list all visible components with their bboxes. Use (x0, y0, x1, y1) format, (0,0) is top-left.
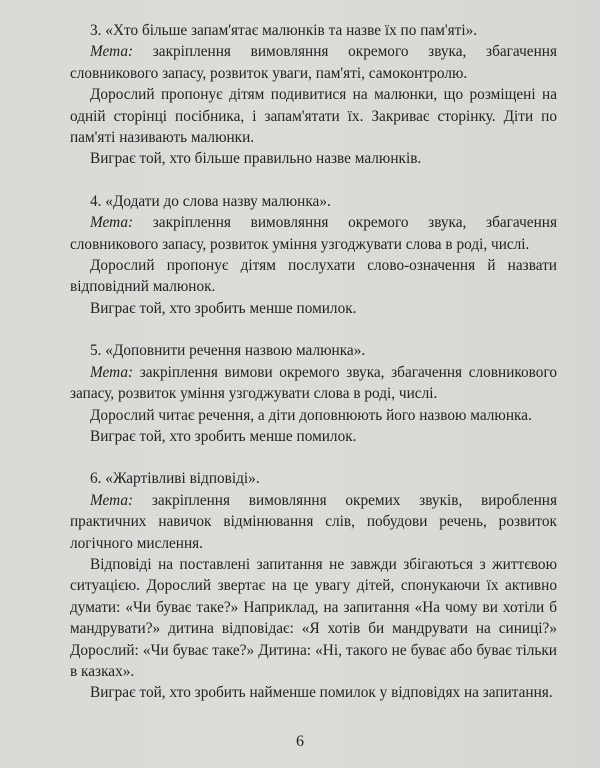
game-section-3 (70, 20, 557, 170)
goal-text: закріплення вимовляння окремого звука, збагачення словникового запасу, розвиток уміння узгоджувати слова в роді, числі. (70, 214, 557, 253)
goal-text: закріплення вимовляння окремих звуків, вироблення практичних навичок відмінювання слів, побудови речень, розвиток логічного мислення. (70, 491, 557, 552)
goal-paragraph (70, 212, 557, 255)
game-section-6 (70, 468, 557, 703)
goal-paragraph (70, 41, 557, 84)
goal-text: закріплення вимовляння окремого звука, збагачення словникового запасу, розвиток уваги, пам'яті, самоконтролю. (70, 43, 557, 82)
goal-label: Мета: (90, 491, 134, 509)
goal-paragraph (70, 490, 557, 554)
section-heading: 6. «Жартівливі відповіді». (90, 470, 260, 488)
game-section-4 (70, 191, 557, 319)
goal-label: Мета: (90, 214, 134, 232)
section-heading: 4. «Додати до слова назву малюнка». (90, 192, 331, 210)
page-text (70, 20, 557, 725)
goal-label: Мета: (90, 43, 134, 61)
paragraph: Виграє той, хто зробить менше помилок. (90, 299, 357, 317)
goal-paragraph (70, 362, 557, 405)
paragraph: Виграє той, хто зробить менше помилок. (90, 427, 357, 445)
goal-label: Мета: (90, 363, 134, 381)
paragraph: Дорослий пропонує дітям подивитися на малюнки, що розміщені на одній сторінці посібника, і запам'ятати їх. Закриває сторінку. Діти по пам'яті називають малюнки. (70, 86, 557, 147)
paragraph: Дорослий читає речення, а діти доповнюють його назвою малюнка. (90, 406, 532, 424)
section-heading: 5. «Доповнити речення назвою малюнка». (90, 342, 366, 360)
goal-text: закріплення вимови окремого звука, збагачення словникового запасу, розвиток уміння узгоджувати слова в роді, числі. (70, 363, 557, 403)
paragraph: Виграє той, хто більше правильно назве малюнків. (90, 150, 422, 168)
paragraph: Відповіді на поставлені запитання не завжди збігаються з життєвою ситуацією. Дорослий звертає на це увагу дітей, спонукаючи їх активно думати: «Чи буває таке?» Наприклад, на запитання «На чому ви хотіли б мандрувати?» дитина відповідає: «Я хотів би мандрувати на синиці?» Дорослий: «Чи буває таке?» Дитина: «Ні, такого не буває або буває тільки в казках». (70, 555, 557, 680)
game-section-5 (70, 340, 557, 447)
section-heading: 3. «Хто більше запам'ятає малюнків та назве їх по пам'яті». (90, 22, 478, 39)
paragraph: Дорослий пропонує дітям послухати слово-означення й назвати відповідний малюнок. (70, 257, 557, 296)
page-number: 6 (296, 733, 304, 750)
paragraph: Виграє той, хто зробить найменше помилок у відповідях на запитання. (90, 684, 553, 702)
